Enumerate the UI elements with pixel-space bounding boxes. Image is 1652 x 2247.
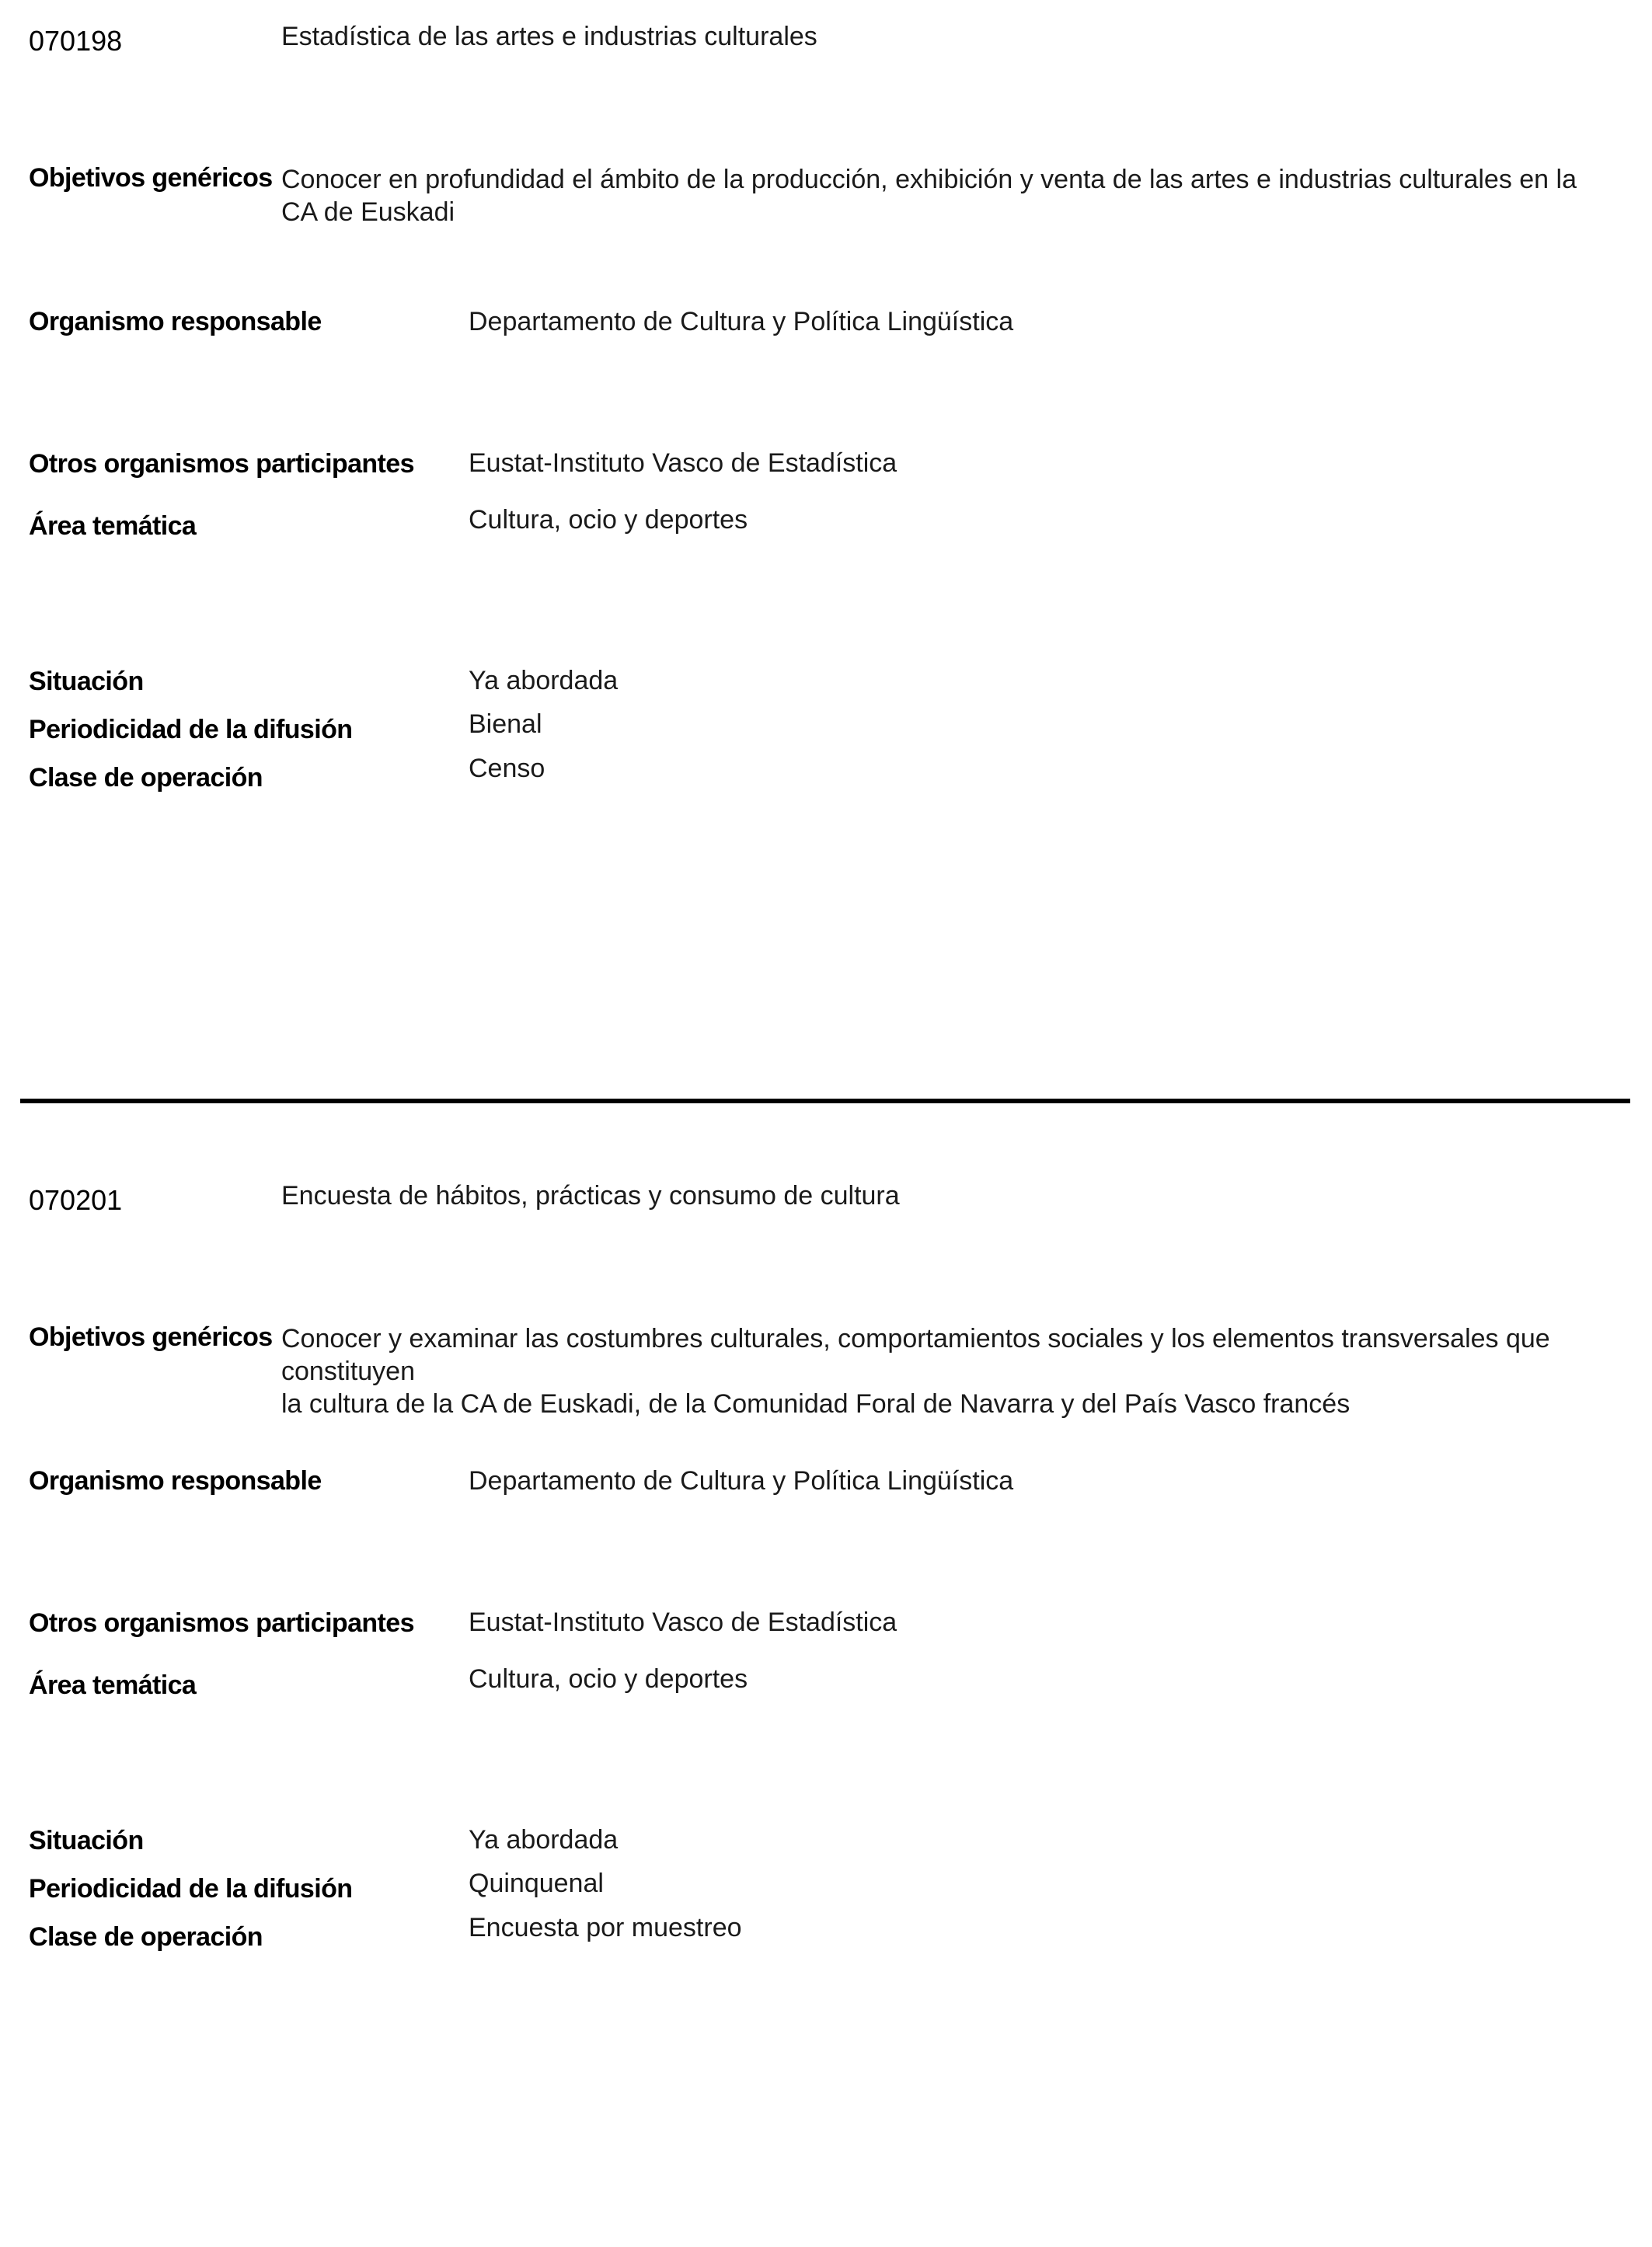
objetivos-line: Conocer en profundidad el ámbito de la producción, exhibición y venta de las artes e industrias culturales en la (281, 165, 1577, 194)
periodicidad-label: Periodicidad de la difusión (29, 715, 353, 744)
organismo-label: Organismo responsable (29, 307, 322, 336)
clase-operacion-value: Encuesta por muestreo (469, 1913, 742, 1942)
operation-code: 070198 (29, 25, 123, 57)
objetivos-line: la cultura de la CA de Euskadi, de la Comunidad Foral de Navarra y del País Vasco francés (281, 1389, 1351, 1419)
area-tematica-value: Cultura, ocio y deportes (469, 1664, 748, 1694)
organismo-value: Departamento de Cultura y Política Lingüística (469, 307, 1014, 336)
situacion-label: Situación (29, 667, 144, 696)
situacion-value: Ya abordada (469, 1825, 619, 1855)
objetivos-label: Objetivos genéricos (29, 163, 273, 193)
operation-title: Encuesta de hábitos, prácticas y consumo de cultura (281, 1181, 900, 1211)
periodicidad-value: Quinquenal (469, 1869, 604, 1898)
situacion-label: Situación (29, 1826, 144, 1855)
operation-record (0, 0, 1652, 1088)
otros-organismos-label: Otros organismos participantes (29, 1608, 414, 1638)
objetivos-line: CA de Euskadi (281, 197, 455, 227)
operation-code: 070201 (29, 1184, 123, 1216)
organismo-label: Organismo responsable (29, 1466, 322, 1496)
area-tematica-label: Área temática (29, 511, 197, 541)
situacion-value: Ya abordada (469, 666, 619, 695)
otros-organismos-value: Eustat-Instituto Vasco de Estadística (469, 448, 897, 478)
area-tematica-value: Cultura, ocio y deportes (469, 505, 748, 535)
periodicidad-value: Bienal (469, 709, 542, 739)
otros-organismos-value: Eustat-Instituto Vasco de Estadística (469, 1608, 897, 1637)
clase-operacion-value: Censo (469, 754, 545, 783)
section-divider (20, 1099, 1630, 1103)
objetivos-line: Conocer y examinar las costumbres culturales, comportamientos sociales y los elementos transversales que constituyen (281, 1324, 1550, 1386)
objetivos-label: Objetivos genéricos (29, 1322, 273, 1352)
clase-operacion-label: Clase de operación (29, 763, 263, 793)
clase-operacion-label: Clase de operación (29, 1922, 263, 1952)
area-tematica-label: Área temática (29, 1670, 197, 1700)
periodicidad-label: Periodicidad de la difusión (29, 1874, 353, 1904)
objetivos-text (281, 1322, 1587, 1420)
organismo-value: Departamento de Cultura y Política Lingüística (469, 1466, 1014, 1496)
otros-organismos-label: Otros organismos participantes (29, 449, 414, 479)
operation-record (0, 1159, 1652, 2247)
objetivos-text (281, 163, 1587, 228)
operation-title: Estadística de las artes e industrias culturales (281, 22, 817, 51)
